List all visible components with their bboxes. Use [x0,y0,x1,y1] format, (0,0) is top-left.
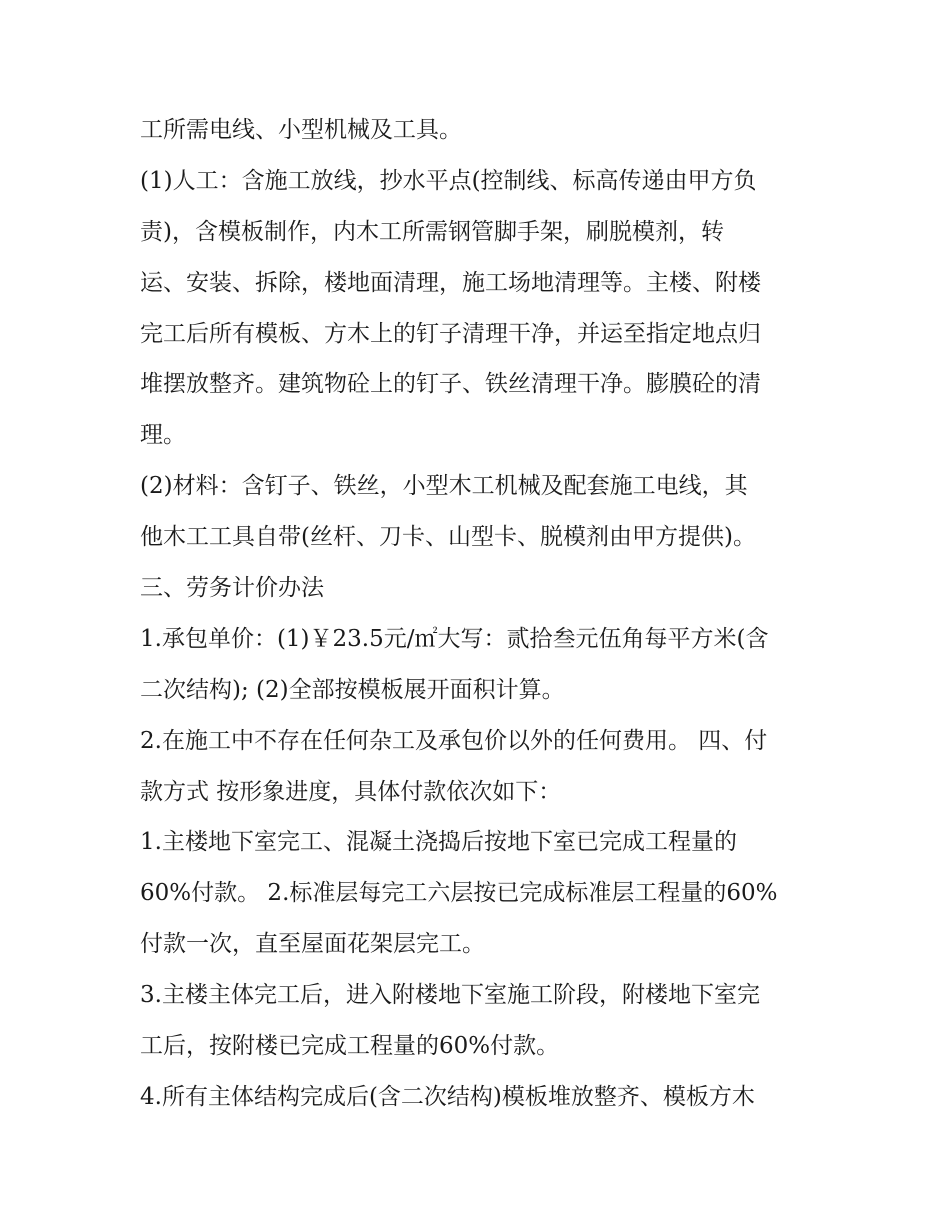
text-line: 款方式 按形象进度，具体付款依次如下： [140,778,562,805]
text-line: 理。 [140,422,186,449]
text-line: 责)，含模板制作，内木工所需钢管脚手架，刷脱模剂，转 [140,218,724,245]
text-line: (2)材料：含钉子、铁丝，小型木工机械及配套施工电线，其 [140,473,748,500]
text-line: 堆摆放整齐。建筑物砼上的钉子、铁丝清理干净。膨膜砼的清 [140,371,761,398]
text-line: 1.主楼地下室完工、混凝土浇捣后按地下室已完成工程量的 [140,829,737,856]
text-line: 4.所有主体结构完成后(含二次结构)模板堆放整齐、模板方木 [140,1083,755,1110]
text-line: 3.主楼主体完工后，进入附楼地下室施工阶段，附楼地下室完 [140,982,760,1009]
text-line: 60%付款。 2.标准层每完工六层按已完成标准层工程量的60% [140,880,778,907]
text-line: 2.在施工中不存在任何杂工及承包价以外的任何费用。 四、付 [140,727,768,754]
text-line: 二次结构); (2)全部按模板展开面积计算。 [140,676,565,703]
text-line: 完工后所有模板、方木上的钉子清理干净，并运至指定地点归 [140,320,761,347]
document-body [140,108,820,1126]
section-heading: 三、劳务计价办法 [140,575,324,602]
text-line: 工后，按附楼已完成工程量的60%付款。 [140,1033,560,1060]
text-line: 运、安装、拆除，楼地面清理，施工场地清理等。主楼、附楼 [140,269,761,296]
text-line: 付款一次，直至屋面花架层完工。 [140,931,485,958]
text-line: (1)人工：含施工放线，抄水平点(控制线、标高传递由甲方负 [140,167,757,194]
text-line: 他木工工具自带(丝杆、刀卡、山型卡、脱模剂由甲方提供)。 [140,524,756,551]
text-line: 工所需电线、小型机械及工具。 [140,117,462,143]
text-line: 1.承包单价：(1)￥23.5元/㎡大写：贰拾叁元伍角每平方米(含 [140,625,769,652]
